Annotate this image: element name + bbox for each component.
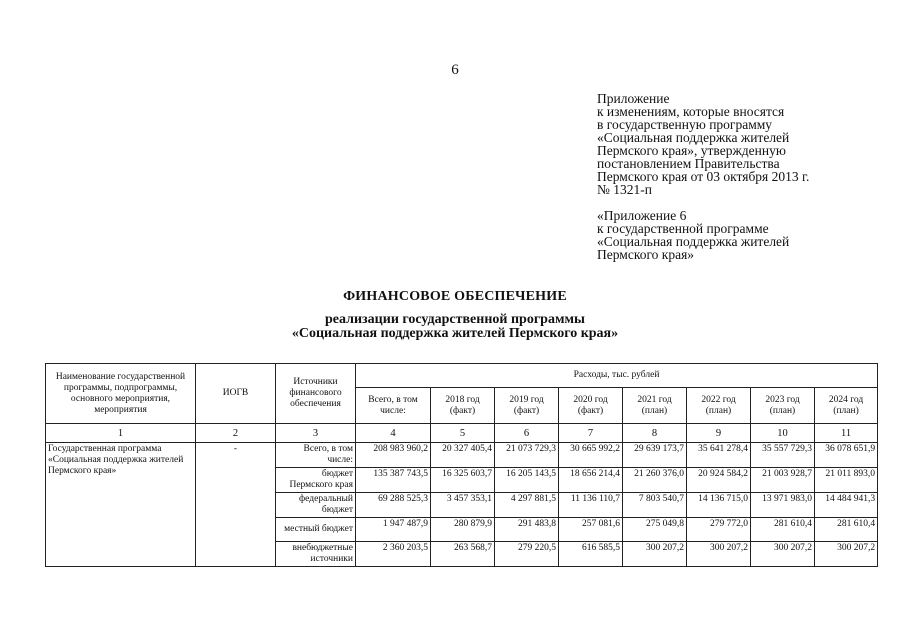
value-cell: 7 803 540,7 [623, 493, 687, 518]
value-cell: 18 656 214,4 [559, 468, 623, 493]
column-number-row [46, 424, 878, 443]
annex6-header [597, 209, 897, 261]
document-title [200, 289, 710, 341]
value-cell: 4 297 881,5 [495, 493, 559, 518]
value-cell: 300 207,2 [623, 542, 687, 567]
source-cell: федеральный бюджет [276, 493, 356, 518]
column-number: 2 [196, 424, 276, 443]
program-name: Государственная программа «Социальная поддержка жителей Пермского края» [46, 443, 196, 567]
column-number: 10 [751, 424, 815, 443]
value-cell: 30 665 992,2 [559, 443, 623, 468]
value-cell: 257 081,6 [559, 518, 623, 542]
column-number: 5 [431, 424, 495, 443]
value-cell: 29 639 173,7 [623, 443, 687, 468]
value-cell: 300 207,2 [815, 542, 878, 567]
value-cell: 14 136 715,0 [687, 493, 751, 518]
annex-line: в государственную программу [597, 117, 773, 132]
page-number: 6 [451, 62, 459, 78]
value-cell: 69 288 525,3 [356, 493, 431, 518]
value-cell: 13 971 983,0 [751, 493, 815, 518]
annex-line: Пермского края от 03 октября 2013 г. [597, 169, 810, 184]
annex-line: № 1321-п [597, 182, 652, 197]
value-cell: 11 136 110,7 [559, 493, 623, 518]
annex-header [597, 92, 897, 196]
source-cell: внебюджетные источники [276, 542, 356, 567]
annex-line: Приложение [597, 91, 670, 106]
value-cell: 263 568,7 [431, 542, 495, 567]
column-number: 7 [559, 424, 623, 443]
value-cell: 35 557 729,3 [751, 443, 815, 468]
value-cell: 36 078 651,9 [815, 443, 878, 468]
annex-line: к изменениям, которые вносятся [597, 104, 785, 119]
annex-line: «Социальная поддержка жителей [597, 130, 790, 145]
table-row [46, 443, 878, 468]
header-year: 2021 год (план) [623, 388, 687, 424]
title-line: реализации государственной программы [325, 312, 585, 327]
header-year: 2020 год (факт) [559, 388, 623, 424]
value-cell: 280 879,9 [431, 518, 495, 542]
financing-table [45, 363, 878, 567]
header-name: Наименование государственной программы, подпрограммы, основного мероприятия, мероприятия [46, 364, 196, 424]
value-cell: 21 011 893,0 [815, 468, 878, 493]
value-cell: 2 360 203,5 [356, 542, 431, 567]
title-main: ФИНАНСОВОЕ ОБЕСПЕЧЕНИЕ [343, 289, 567, 304]
value-cell: 281 610,4 [751, 518, 815, 542]
header-year: 2018 год (факт) [431, 388, 495, 424]
value-cell: 281 610,4 [815, 518, 878, 542]
value-cell: 616 585,5 [559, 542, 623, 567]
value-cell: 21 003 928,7 [751, 468, 815, 493]
value-cell: 35 641 278,4 [687, 443, 751, 468]
title-subtitle [200, 313, 710, 341]
value-cell: 279 220,5 [495, 542, 559, 567]
column-number: 9 [687, 424, 751, 443]
annex-line: постановлением Правительства [597, 156, 780, 171]
header-year: Всего, в том числе: [356, 388, 431, 424]
annex6-line: к государственной программе [597, 221, 769, 236]
value-cell: 208 983 960,2 [356, 443, 431, 468]
value-cell: 20 327 405,4 [431, 443, 495, 468]
value-cell: 16 325 603,7 [431, 468, 495, 493]
header-year: 2023 год (план) [751, 388, 815, 424]
value-cell: 135 387 743,5 [356, 468, 431, 493]
header-year: 2022 год (план) [687, 388, 751, 424]
column-number: 1 [46, 424, 196, 443]
annex6-line: «Приложение 6 [597, 208, 687, 223]
column-number: 8 [623, 424, 687, 443]
value-cell: 300 207,2 [751, 542, 815, 567]
column-number: 11 [815, 424, 878, 443]
header-year: 2024 год (план) [815, 388, 878, 424]
header-iogv: ИОГВ [196, 364, 276, 424]
header-expenses: Расходы, тыс. рублей [356, 364, 878, 388]
value-cell: 21 260 376,0 [623, 468, 687, 493]
title-line: «Социальная поддержка жителей Пермского края» [291, 326, 619, 341]
annex6-line: Пермского края» [597, 247, 695, 262]
value-cell: 300 207,2 [687, 542, 751, 567]
value-cell: 1 947 487,9 [356, 518, 431, 542]
source-cell: местный бюджет [276, 518, 356, 542]
header-sources: Источники финансового обеспечения [276, 364, 356, 424]
column-number: 4 [356, 424, 431, 443]
value-cell: 16 205 143,5 [495, 468, 559, 493]
header-year: 2019 год (факт) [495, 388, 559, 424]
column-number: 3 [276, 424, 356, 443]
value-cell: 3 457 353,1 [431, 493, 495, 518]
value-cell: 275 049,8 [623, 518, 687, 542]
value-cell: 291 483,8 [495, 518, 559, 542]
source-cell: Всего, в том числе: [276, 443, 356, 468]
value-cell: 279 772,0 [687, 518, 751, 542]
value-cell: 20 924 584,2 [687, 468, 751, 493]
iogv-value: - [196, 443, 276, 567]
value-cell: 14 484 941,3 [815, 493, 878, 518]
annex6-line: «Социальная поддержка жителей [597, 234, 790, 249]
column-number: 6 [495, 424, 559, 443]
value-cell: 21 073 729,3 [495, 443, 559, 468]
annex-line: Пермского края», утвержденную [597, 143, 786, 158]
source-cell: бюджет Пермского края [276, 468, 356, 493]
